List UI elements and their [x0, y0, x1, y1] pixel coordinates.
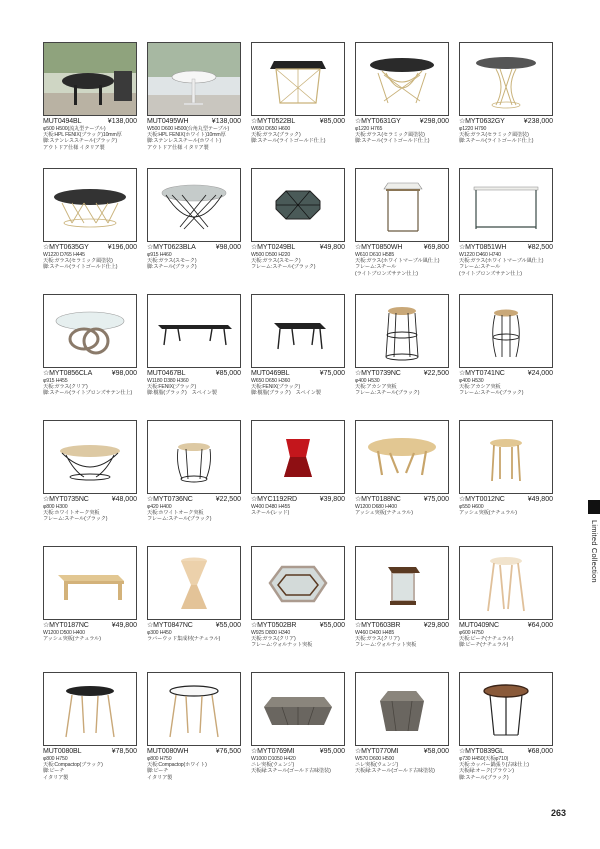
product-spec: φ1220 H790	[459, 126, 487, 132]
product-price: ¥39,800	[319, 496, 345, 503]
product-price: ¥76,500	[215, 748, 241, 755]
product-spec: 天板:ビーチ(ナチュラル)	[459, 636, 514, 643]
product-spec: W1200 D500 H400	[43, 630, 85, 636]
product-code: ☆MYT0502BR	[251, 622, 297, 629]
product-row	[43, 294, 563, 414]
product-card	[43, 42, 137, 151]
product-spec: ニレ突板(ウェンジ)	[355, 762, 399, 769]
product-code: MUT0409NC	[459, 622, 499, 629]
product-card	[147, 294, 241, 397]
product-spec: 天板縁:スチール(ゴールド古味塗装)	[355, 768, 435, 775]
product-card	[355, 294, 449, 397]
product-spec: φ400 H530	[355, 378, 380, 384]
product-price: ¥138,000	[107, 118, 137, 125]
product-spec: アッシュ突板(ナチュラル)	[43, 636, 101, 643]
product-spec: 天板:HPL FENIX(ホワイト)10mm厚	[147, 132, 226, 139]
product-price: ¥196,000	[107, 244, 137, 251]
product-price: ¥85,000	[215, 370, 241, 377]
product-code: ☆MYT0012NC	[459, 496, 505, 503]
product-spec: 天板:FENIX(ブラック)	[147, 384, 197, 391]
round-wood-wire-side-table	[459, 294, 553, 368]
product-spec: 脚:スチール(ライトゴールド仕上)	[43, 264, 118, 271]
product-card	[147, 546, 241, 642]
product-spec: φ500 H500(流丸型テーブル)	[43, 126, 106, 132]
product-price: ¥298,000	[419, 118, 449, 125]
product-code: MUT0495WH	[147, 118, 189, 125]
product-spec: 脚:スチール(ライトゴールド仕上)	[459, 138, 534, 145]
product-price: ¥85,000	[319, 118, 345, 125]
round-oak-wire-coffee-table	[43, 420, 137, 494]
product-spec: スチール(レッド)	[251, 510, 290, 517]
product-spec: 天板:ガラス(ホワイトマーブル風仕上)	[459, 258, 544, 265]
product-spec: W400 D480 H455	[251, 504, 291, 510]
product-spec: 天板:ガラス(スモーク)	[147, 258, 197, 265]
product-spec: W1180 D380 H360	[147, 378, 189, 384]
product-spec: φ730 H450(天板φ710)	[459, 756, 509, 762]
section-label: Limited Collection	[590, 520, 599, 583]
product-spec: 天板:FENIX(ブラック)	[251, 384, 301, 391]
product-price: ¥48,000	[111, 496, 137, 503]
product-spec: 脚:樹脂(ブラック) スペイン製	[251, 390, 321, 397]
product-price: ¥49,800	[111, 622, 137, 629]
product-spec: W460 D400 H485	[355, 630, 395, 636]
product-price: ¥49,800	[319, 244, 345, 251]
round-gold-pedestal-table	[459, 42, 553, 116]
product-spec: W610 D610 H585	[355, 252, 395, 258]
outdoor-table-white-photo	[147, 42, 241, 116]
product-spec: 脚:樹脂(ブラック) スペイン製	[147, 390, 217, 397]
product-spec: 天板:ガラス(クリア)	[251, 636, 296, 643]
product-spec: W650 D650 H600	[251, 126, 291, 132]
product-spec: フレーム:スチール	[459, 264, 501, 271]
product-code: ☆MYT0769MI	[251, 748, 295, 755]
ring-sculpture-table	[43, 294, 137, 368]
product-spec: イタリア製	[147, 774, 173, 781]
round-beech-table	[459, 546, 553, 620]
product-price: ¥75,000	[319, 370, 345, 377]
product-code: ☆MYT0635GY	[43, 244, 89, 251]
product-row	[43, 672, 563, 792]
product-spec: φ800 H300	[43, 504, 68, 510]
product-spec: 天板:Compactop(ブラック)	[43, 762, 103, 769]
product-code: ☆MYT0735NC	[43, 496, 89, 503]
product-row	[43, 420, 563, 540]
product-spec: ラバーウッド集成材(ナチュラル)	[147, 636, 221, 643]
product-spec: 脚:ビーチ(ナチュラル)	[459, 642, 509, 649]
product-card	[459, 294, 553, 397]
product-price: ¥98,000	[111, 370, 137, 377]
outdoor-note: アウトドア仕様	[43, 144, 79, 151]
product-spec: 脚:ビーチ	[147, 768, 169, 775]
product-code: ☆MYT0847NC	[147, 622, 193, 629]
product-price: ¥75,000	[423, 496, 449, 503]
product-spec: φ800 H750	[43, 756, 68, 762]
product-price: ¥49,800	[527, 496, 553, 503]
product-price: ¥238,000	[523, 118, 553, 125]
product-price: ¥58,000	[423, 748, 449, 755]
product-spec: フレーム:スチール(ブラック)	[251, 264, 316, 271]
product-card	[355, 42, 449, 145]
product-spec: (ライトブロンズサテン仕上)	[459, 270, 522, 277]
square-marble-side-table	[355, 168, 449, 242]
product-price: ¥55,000	[215, 622, 241, 629]
product-card	[459, 168, 553, 277]
round-gold-lattice-table	[355, 42, 449, 116]
product-spec: φ915 H460	[147, 252, 172, 258]
product-spec: 脚:スチール(ブラック)	[459, 774, 509, 781]
product-code: ☆MYT0603BR	[355, 622, 401, 629]
round-black-wire-table	[147, 168, 241, 242]
walnut-glass-side-table	[355, 546, 449, 620]
product-price: ¥24,000	[527, 370, 553, 377]
product-code: MUT0467BL	[147, 370, 186, 377]
product-card	[251, 42, 345, 145]
hourglass-side-table	[147, 546, 241, 620]
product-spec: 天板:ガラス(ブラック)	[251, 132, 301, 139]
product-spec: フレーム:スチール	[355, 264, 397, 271]
product-price: ¥22,500	[215, 496, 241, 503]
page-number: 263	[550, 808, 566, 818]
product-price: ¥64,000	[527, 622, 553, 629]
product-spec: 天板:ガラス(スモーク)	[251, 258, 301, 265]
tray-brown-side-table	[459, 672, 553, 746]
product-spec: フレーム:ウォルナット突板	[355, 642, 417, 649]
product-card	[43, 546, 137, 642]
product-price: ¥138,000	[211, 118, 241, 125]
product-spec: W1220 D765 H445	[43, 252, 85, 258]
product-code: ☆MYT0850WH	[355, 244, 403, 251]
product-spec: 脚:スチール(ライトブロンズサテン仕上)	[43, 390, 133, 397]
product-spec: 脚:スチール(ライトゴールド仕上)	[251, 138, 326, 145]
product-code: ☆MYT0856CLA	[43, 370, 93, 377]
square-gold-frame-table	[251, 42, 345, 116]
product-card	[43, 420, 137, 523]
product-spec: フレーム:スチール(ブラック)	[459, 390, 524, 397]
product-card	[355, 168, 449, 277]
product-card	[251, 168, 345, 271]
origin-note: イタリア製	[183, 144, 209, 151]
product-card	[459, 672, 553, 781]
faceted-cement-side-table	[355, 672, 449, 746]
product-code: MUT0494BL	[43, 118, 82, 125]
oval-ash-coffee-table	[355, 420, 449, 494]
product-code: ☆MYT0522BL	[251, 118, 296, 125]
product-spec: (ライトブロンズサテン仕上)	[355, 270, 418, 277]
product-spec: 脚:ステンレススチール(ホワイト)	[147, 138, 221, 145]
product-code: ☆MYC1192RD	[251, 496, 297, 503]
product-price: ¥82,500	[527, 244, 553, 251]
product-spec: W1220 D460 H740	[459, 252, 501, 258]
product-code: ☆MYT0623BLA	[147, 244, 196, 251]
product-spec: アッシュ突板(ナチュラル)	[355, 510, 413, 517]
product-spec: φ915 H455	[43, 378, 68, 384]
product-spec: W650 D650 H360	[251, 378, 291, 384]
product-card	[355, 546, 449, 649]
product-card	[251, 546, 345, 649]
product-spec: 天板:ガラス(クリア)	[355, 636, 400, 643]
product-price: ¥22,500	[423, 370, 449, 377]
product-card	[459, 42, 553, 145]
product-spec: 脚:スチール(ライトゴールド仕上)	[355, 138, 430, 145]
origin-note: イタリア製	[79, 144, 105, 151]
product-code: ☆MYT0631GY	[355, 118, 401, 125]
round-ash-side-table	[459, 420, 553, 494]
product-code: ☆MYT0741NC	[459, 370, 505, 377]
product-spec: アッシュ突板(ナチュラル)	[459, 510, 517, 517]
product-code: MUT0469BL	[251, 370, 290, 377]
product-spec: 脚:スチール(ブラック)	[147, 264, 197, 271]
ash-bench-table	[43, 546, 137, 620]
product-spec: φ420 H400	[147, 504, 172, 510]
product-card	[147, 672, 241, 781]
product-spec: φ400 H530	[459, 378, 484, 384]
product-spec: W570 D600 H500	[355, 756, 395, 762]
product-spec: イタリア製	[43, 774, 69, 781]
product-price: ¥55,000	[319, 622, 345, 629]
product-spec: 天板縁:スチール(ゴールド古味塗装)	[251, 768, 331, 775]
product-price: ¥29,800	[423, 622, 449, 629]
long-black-bench-table	[147, 294, 241, 368]
product-spec: 天板:ガラス(ホワイトマーブル風仕上)	[355, 258, 440, 265]
product-spec: φ300 H450	[147, 630, 172, 636]
product-card	[251, 294, 345, 397]
product-price: ¥69,800	[423, 244, 449, 251]
product-code: ☆MYT0770MI	[355, 748, 399, 755]
round-wood-wire-stool-table	[355, 294, 449, 368]
oval-gold-lattice-table	[43, 168, 137, 242]
product-code: ☆MYT0188NC	[355, 496, 401, 503]
round-black-beech-table	[43, 672, 137, 746]
product-card	[43, 168, 137, 271]
product-spec: 天板:カッパー鍋張り(古味仕上)	[459, 762, 529, 769]
product-spec: W925 D800 H340	[251, 630, 291, 636]
product-card	[459, 420, 553, 516]
product-spec: 天板縁:オーク(ブラウン)	[459, 768, 514, 775]
round-white-beech-table	[147, 672, 241, 746]
product-card	[43, 294, 137, 397]
product-spec: W1000 D1050 H420	[251, 756, 296, 762]
product-spec: 天板:アカシア突板	[459, 384, 501, 391]
product-spec: 天板:ホワイトオーク突板	[147, 510, 204, 517]
product-spec: フレーム:スチール(ブラック)	[355, 390, 420, 397]
product-card	[147, 168, 241, 271]
product-code: ☆MYT0249BL	[251, 244, 296, 251]
product-code: MUT0080BL	[43, 748, 82, 755]
product-spec: 天板:ガラス(セラミック風塗装)	[459, 132, 529, 139]
product-card	[147, 420, 241, 523]
section-marker	[588, 500, 600, 514]
faceted-cement-coffee-table	[251, 672, 345, 746]
product-price: ¥78,500	[111, 748, 137, 755]
red-geometric-stool	[251, 420, 345, 494]
product-row	[43, 168, 563, 288]
product-spec: φ800 H750	[147, 756, 172, 762]
product-spec: 天板:ホワイトオーク突板	[43, 510, 100, 517]
outdoor-table-photo	[43, 42, 137, 116]
product-code: ☆MYT0736NC	[147, 496, 193, 503]
small-black-table	[251, 294, 345, 368]
product-card	[355, 672, 449, 775]
product-card	[147, 42, 241, 151]
product-spec: フレーム:スチール(ブラック)	[43, 516, 108, 523]
product-spec: フレーム:ウォルナット突板	[251, 642, 313, 649]
product-spec: φ600 H750	[459, 630, 484, 636]
product-spec: 天板:HPL FENIX(ブラック)10mm厚	[43, 132, 122, 139]
product-spec: 天板:Compactop(ホワイト)	[147, 762, 207, 769]
product-code: ☆MYT0739NC	[355, 370, 401, 377]
product-spec: 脚:ステンレススチール(ブラック)	[43, 138, 118, 145]
product-price: ¥95,000	[319, 748, 345, 755]
console-marble-table	[459, 168, 553, 242]
round-oak-wire-side-table	[147, 420, 241, 494]
product-spec: φ1220 H765	[355, 126, 383, 132]
product-code: ☆MYT0839GL	[459, 748, 504, 755]
product-spec: 脚:ビーチ	[43, 768, 65, 775]
product-card	[355, 420, 449, 516]
octagon-black-table	[251, 168, 345, 242]
product-spec: ニレ突板(ウェンジ)	[251, 762, 295, 769]
product-code: ☆MYT0851WH	[459, 244, 507, 251]
product-spec: 天板:ガラス(セラミック風塗装)	[43, 258, 113, 265]
product-price: ¥68,000	[527, 748, 553, 755]
product-card	[43, 672, 137, 781]
product-code: ☆MYT0632GY	[459, 118, 505, 125]
hexagon-walnut-table	[251, 546, 345, 620]
product-spec: 天板:ガラス(クリア)	[43, 384, 88, 391]
product-spec: 天板:ガラス(セラミック風塗装)	[355, 132, 425, 139]
product-card	[251, 420, 345, 516]
product-spec: φ550 H600	[459, 504, 484, 510]
product-card	[251, 672, 345, 775]
product-spec: フレーム:スチール(ブラック)	[147, 516, 212, 523]
product-price: ¥98,000	[215, 244, 241, 251]
product-spec: W500 D500 H220	[251, 252, 291, 258]
product-code: MUT0080WH	[147, 748, 189, 755]
product-spec: W500 D600 H500(台角丸型テーブル)	[147, 126, 230, 132]
product-code: ☆MYT0187NC	[43, 622, 89, 629]
product-row	[43, 42, 563, 162]
product-spec: 天板:アカシア突板	[355, 384, 397, 391]
product-spec: W1200 D680 H400	[355, 504, 397, 510]
product-row	[43, 546, 563, 666]
outdoor-note: アウトドア仕様	[147, 144, 183, 151]
product-card	[459, 546, 553, 649]
